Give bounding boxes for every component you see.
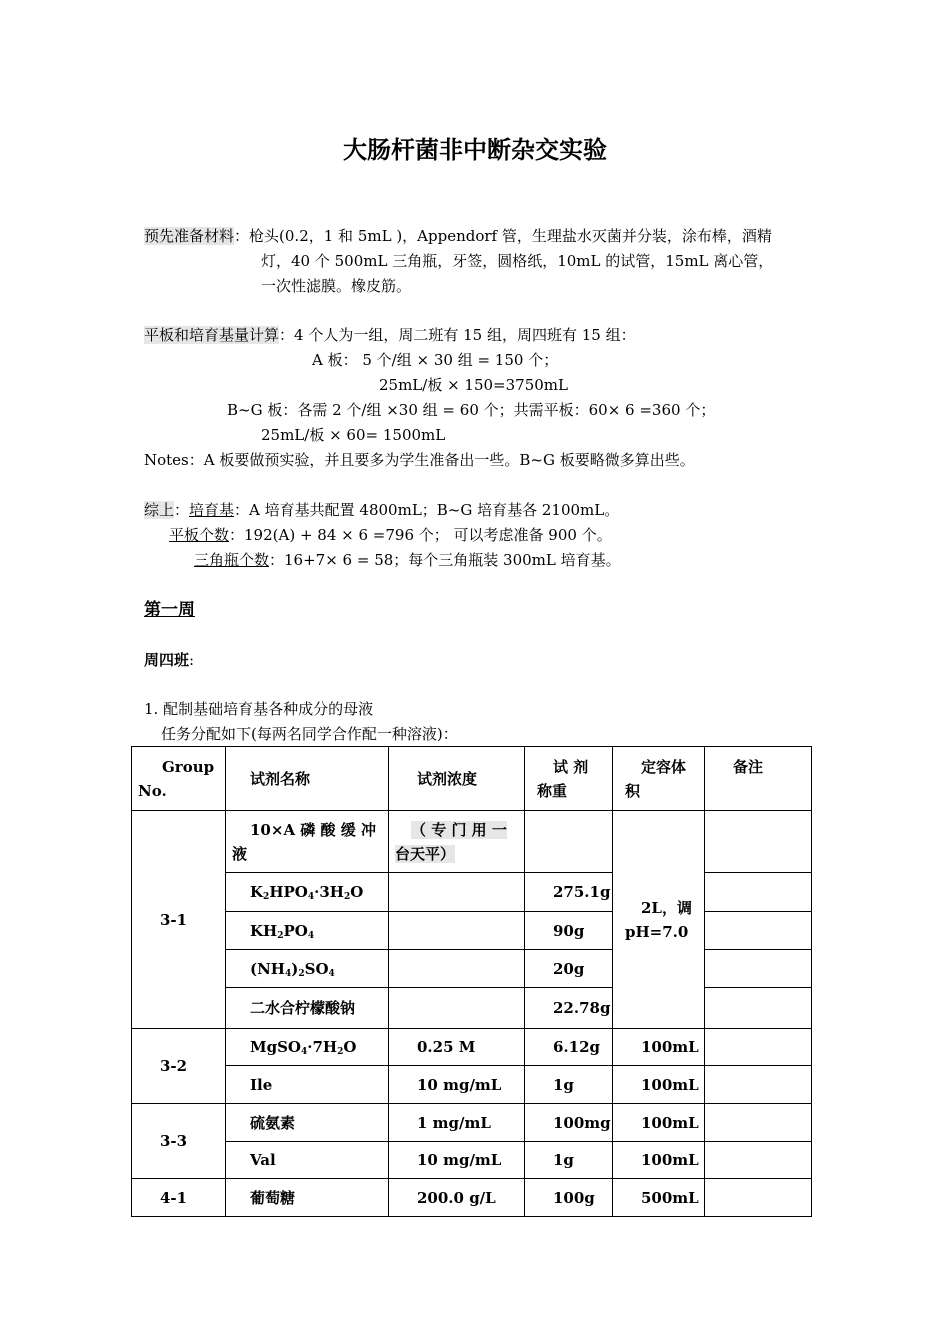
group-3-1: 3-1 xyxy=(132,811,226,1029)
table-row xyxy=(132,1029,812,1066)
summary-medium-label: 培育基 xyxy=(189,501,235,519)
note-val xyxy=(705,1142,812,1179)
conc-thiamine: 1 mg/mL xyxy=(389,1104,525,1142)
summary-medium-text: ：A 培育基共配置 4800mL；B~G 培育基各 2100mL。 xyxy=(234,501,620,519)
conc-glucose: 200.0 g/L xyxy=(389,1179,525,1217)
weigh-glucose: 100g xyxy=(525,1179,613,1217)
weigh-thiamine: 100mg xyxy=(525,1104,613,1142)
header-volume: 定容体 积 xyxy=(613,747,705,811)
reagent-table xyxy=(131,746,812,1217)
conc-mgso4: 0.25 M xyxy=(389,1029,525,1066)
calc-text: ：4 个人为一组，周二班有 15 组，周四班有 15 组： xyxy=(279,326,636,344)
group-4-1: 4-1 xyxy=(132,1179,226,1217)
conc-kh2po4 xyxy=(389,912,525,950)
weigh-kh2po4: 90g xyxy=(525,912,613,950)
weigh-citrate: 22.78g xyxy=(525,988,613,1029)
summary-flask-label: 三角瓶个数 xyxy=(194,551,270,569)
table-row xyxy=(132,912,812,950)
table-header-row xyxy=(132,747,812,811)
class-label: 周四班 xyxy=(144,651,190,669)
summary-plates-label: 平板个数 xyxy=(169,526,230,544)
prep-line-2: 灯，40 个 500mL 三角瓶，牙签，圆格纸，10mL 的试管，15mL 离心管， xyxy=(261,252,774,270)
note-buffer xyxy=(705,811,812,873)
table-row xyxy=(132,1179,812,1217)
note-k2hpo4 xyxy=(705,873,812,912)
header-group: Group No. xyxy=(132,747,226,811)
note-thiamine xyxy=(705,1104,812,1142)
reagent-mgso4: $MgSO_4\cdot 7H_2O$ xyxy=(226,1029,389,1066)
table-row xyxy=(132,950,812,988)
weigh-mgso4: 6.12g xyxy=(525,1029,613,1066)
weigh-k2hpo4: 275.1g xyxy=(525,873,613,912)
reagent-kh2po4: $KH_2PO_4$ xyxy=(226,912,389,950)
volume-mgso4: 100mL xyxy=(613,1029,705,1066)
header-name: 试剂名称 xyxy=(226,747,389,811)
header-note: 备注 xyxy=(705,747,812,811)
task-assign: 任务分配如下(每两名同学合作配一种溶液)： xyxy=(161,725,458,743)
note-ile xyxy=(705,1066,812,1104)
prep-line-3: 一次性滤膜。橡皮筋。 xyxy=(261,277,412,295)
prep-label: 预先准备材料 xyxy=(144,227,235,245)
reagent-buffer: 10×A 磷 酸 缓 冲 液 xyxy=(226,811,389,873)
notes-line xyxy=(144,450,695,470)
calc-label: 平板和培育基量计算 xyxy=(144,326,280,344)
note-citrate xyxy=(705,988,812,1029)
note-mgso4 xyxy=(705,1029,812,1066)
volume-ile: 100mL xyxy=(613,1066,705,1104)
calc-bg-plates: B~G 板：各需 2 个/组 ×30 组 = 60 个；共需平板：60× 6 =360 个； xyxy=(227,401,716,419)
note-nh4so4 xyxy=(705,950,812,988)
group-3-3: 3-3 xyxy=(132,1104,226,1179)
note-glucose xyxy=(705,1179,812,1217)
calc-a-plate: A 板： 5 个/组 × 30 组 = 150 个； xyxy=(312,351,559,369)
header-conc: 试剂浓度 xyxy=(389,747,525,811)
volume-3-1: 2L，调 pH=7.0 xyxy=(613,811,705,1029)
table-row xyxy=(132,988,812,1029)
weigh-val: 1g xyxy=(525,1142,613,1179)
weigh-ile: 1g xyxy=(525,1066,613,1104)
summary-flask-line xyxy=(194,550,621,570)
conc-ile: 10 mg/mL xyxy=(389,1066,525,1104)
table-row xyxy=(132,873,812,912)
conc-citrate xyxy=(389,988,525,1029)
conc-val: 10 mg/mL xyxy=(389,1142,525,1179)
summary-plates-line xyxy=(169,525,612,545)
table-row xyxy=(132,1104,812,1142)
reagent-val: Val xyxy=(226,1142,389,1179)
week-heading: 第一周 xyxy=(144,600,195,620)
document-title: 大肠杆菌非中断杂交实验 xyxy=(343,136,607,164)
weigh-buffer xyxy=(525,811,613,873)
calc-line xyxy=(144,325,636,345)
summary-flask-text: ：16+7× 6 = 58；每个三角瓶装 300mL 培育基。 xyxy=(269,551,621,569)
table-row xyxy=(132,811,812,873)
conc-buffer: （ 专 门 用 一 台天平） xyxy=(389,811,525,873)
volume-val: 100mL xyxy=(613,1142,705,1179)
calc-bg-volume: 25mL/板 × 60= 1500mL xyxy=(261,426,446,444)
note-kh2po4 xyxy=(705,912,812,950)
weigh-nh4so4: 20g xyxy=(525,950,613,988)
group-3-2: 3-2 xyxy=(132,1029,226,1104)
prep-text-1: 枪头(0.2，1 和 5mL )，Appendorf 管，生理盐水灭菌并分装，涂布棒，酒精 xyxy=(249,227,772,245)
notes-text: ：A 板要做预实验，并且要多为学生准备出一些。B~G 板要略微多算出些。 xyxy=(188,451,695,469)
calc-a-volume: 25mL/板 × 150=3750mL xyxy=(379,376,568,394)
reagent-glucose: 葡萄糖 xyxy=(226,1179,389,1217)
summary-label: 综上 xyxy=(144,501,175,519)
class-heading: 周四班: xyxy=(144,651,195,669)
reagent-thiamine: 硫氨素 xyxy=(226,1104,389,1142)
table-row xyxy=(132,1066,812,1104)
summary-plates-text: ：192(A) + 84 × 6 =796 个； 可以考虑准备 900 个。 xyxy=(229,526,612,544)
reagent-ile: Ile xyxy=(226,1066,389,1104)
volume-thiamine: 100mL xyxy=(613,1104,705,1142)
summary-medium-line: 综上：培育基：A 培育基共配置 4800mL；B~G 培育基各 2100mL。 xyxy=(144,501,620,519)
header-weigh: 试 剂 称重 xyxy=(525,747,613,811)
task-item: 1. 配制基础培育基各种成分的母液 xyxy=(144,700,374,718)
reagent-k2hpo4: $K_2HPO_4\cdot 3H_2O$ xyxy=(226,873,389,912)
notes-label: Notes xyxy=(144,451,189,469)
table-row xyxy=(132,1142,812,1179)
conc-nh4so4 xyxy=(389,950,525,988)
prep-line-1: 预先准备材料：枪头(0.2，1 和 5mL )，Appendorf 管，生理盐水灭菌并分装，涂布棒，酒精 xyxy=(144,227,772,245)
volume-glucose: 500mL xyxy=(613,1179,705,1217)
reagent-nh4so4: $(NH_4)_2SO_4$ xyxy=(226,950,389,988)
reagent-citrate: 二水合柠檬酸钠 xyxy=(226,988,389,1029)
conc-k2hpo4 xyxy=(389,873,525,912)
